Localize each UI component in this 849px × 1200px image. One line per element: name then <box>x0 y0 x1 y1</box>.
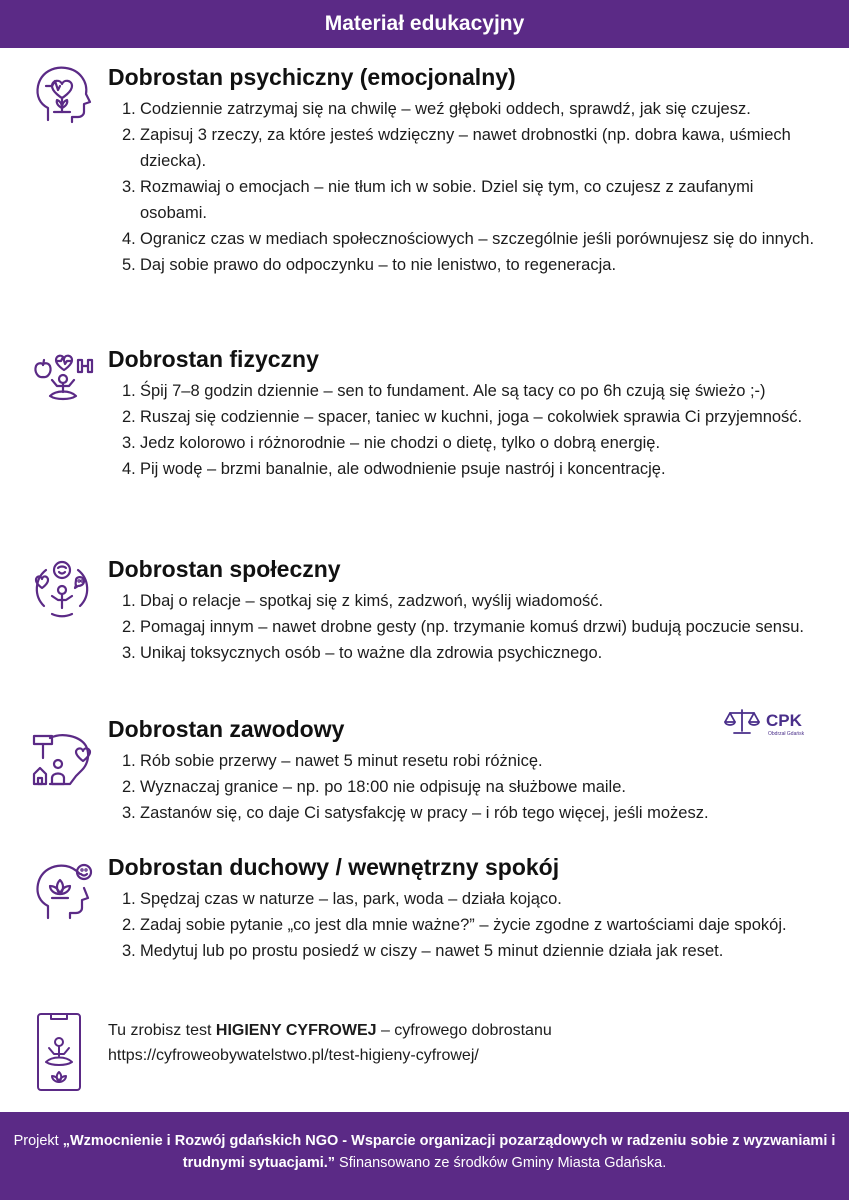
header-banner <box>0 0 849 48</box>
list-item <box>108 588 820 614</box>
item-number: 4. <box>122 230 136 248</box>
item-list <box>108 588 820 666</box>
list-item <box>108 938 820 964</box>
item-text: Spędzaj czas w naturze – las, park, woda – działa kojąco. <box>140 890 562 908</box>
item-text: Wyznaczaj granice – np. po 18:00 nie odpisuję na służbowe maile. <box>140 778 626 796</box>
section-title: Dobrostan społeczny <box>108 556 341 582</box>
item-text: Dbaj o relacje – spotkaj się z kimś, zadzwoń, wyślij wiadomość. <box>140 592 604 610</box>
list-item <box>108 748 820 774</box>
item-number: 2. <box>122 916 136 934</box>
page-title: Materiał edukacyjny <box>324 12 525 35</box>
item-text: Zastanów się, co daje Ci satysfakcję w pracy – i rób tego więcej, jeśli możesz. <box>140 804 709 822</box>
item-text: Jedz kolorowo i różnorodnie – nie chodzi o dietę, tylko o dobrą energię. <box>140 434 661 452</box>
phone-meditation-icon <box>36 1012 82 1092</box>
list-item <box>108 252 820 278</box>
item-text: Codziennie zatrzymaj się na chwilę – weź głęboki oddech, sprawdź, jak się czujesz. <box>140 100 751 118</box>
list-item <box>108 378 820 404</box>
item-text: Pij wodę – brzmi banalnie, ale odwodnienie psuje nastrój i koncentrację. <box>140 460 666 478</box>
section-title: Dobrostan psychiczny (emocjonalny) <box>108 64 516 90</box>
logo-text: CPK <box>766 711 802 730</box>
list-item <box>108 640 820 666</box>
list-item <box>108 122 820 174</box>
item-text: Medytuj lub po prostu posiedź w ciszy – nawet 5 minut dziennie działa jak reset. <box>140 942 724 960</box>
head-lotus-icon <box>30 858 94 922</box>
footer-suffix: Sfinansowano ze środków Gminy Miasta Gdańska. <box>335 1155 667 1171</box>
list-item <box>108 774 820 800</box>
test-description <box>108 1022 552 1040</box>
item-text: Zapisuj 3 rzeczy, za które jesteś wdzięczny – nawet drobnostki (np. dobra kawa, uśmiech dziecka). <box>140 126 791 170</box>
test-url-link[interactable]: https://cyfroweobywatelstwo.pl/test-higieny-cyfrowej/ <box>108 1047 479 1064</box>
item-text: Rób sobie przerwy – nawet 5 minut resetu robi różnicę. <box>140 752 543 770</box>
item-text: Unikaj toksycznych osób – to ważne dla zdrowia psychicznego. <box>140 644 603 662</box>
item-list <box>108 378 820 482</box>
footer-banner <box>0 1112 849 1200</box>
item-list <box>108 748 820 826</box>
scales-icon <box>722 707 762 735</box>
item-number: 3. <box>122 178 136 196</box>
item-number: 2. <box>122 618 136 636</box>
list-item <box>108 886 820 912</box>
list-item <box>108 174 820 226</box>
item-number: 5. <box>122 256 136 274</box>
item-number: 3. <box>122 804 136 822</box>
item-text: Śpij 7–8 godzin dziennie – sen to fundament. Ale są tacy co po 6h czują się świeżo ;-) <box>140 382 766 400</box>
item-text: Pomagaj innym – nawet drobne gesty (np. trzymanie komuś drzwi) budują poczucie sensu. <box>140 618 804 636</box>
test-bold: HIGIENY CYFROWEJ <box>215 1022 377 1039</box>
footer-prefix: Projekt <box>13 1133 63 1149</box>
section-title: Dobrostan fizyczny <box>108 346 319 372</box>
item-text: Ogranicz czas w mediach społecznościowych – szczególnie jeśli porównujesz się do innych. <box>140 230 815 248</box>
fitness-icon <box>30 346 94 410</box>
item-text: Ruszaj się codziennie – spacer, taniec w kuchni, joga – cokolwiek sprawia Ci przyjemność. <box>140 408 803 426</box>
item-number: 1. <box>122 890 136 908</box>
item-number: 2. <box>122 408 136 426</box>
list-item <box>108 800 820 826</box>
work-life-icon <box>30 728 94 792</box>
item-number: 1. <box>122 382 136 400</box>
item-text: Daj sobie prawo do odpoczynku – to nie lenistwo, to regeneracja. <box>140 256 617 274</box>
item-number: 4. <box>122 460 136 478</box>
test-suffix: – cyfrowego dobrostanu <box>376 1022 552 1039</box>
logo-subtext: Obdrzał Gdańsk <box>768 731 805 737</box>
item-number: 1. <box>122 592 136 610</box>
item-number: 3. <box>122 434 136 452</box>
item-number: 1. <box>122 100 136 118</box>
list-item <box>108 614 820 640</box>
item-number: 3. <box>122 942 136 960</box>
item-number: 1. <box>122 752 136 770</box>
list-item <box>108 430 820 456</box>
list-item <box>108 912 820 938</box>
test-block <box>0 1012 849 1092</box>
head-heart-icon <box>30 62 94 126</box>
item-text: Rozmawiaj o emocjach – nie tłum ich w sobie. Dziel się tym, co czujesz z zaufanymi osobami. <box>140 178 754 222</box>
item-list <box>108 96 820 278</box>
section-title: Dobrostan zawodowy <box>108 716 345 742</box>
section-title: Dobrostan duchowy / wewnętrzny spokój <box>108 854 560 880</box>
item-list <box>108 886 820 964</box>
list-item <box>108 456 820 482</box>
list-item <box>108 226 820 252</box>
list-item <box>108 96 820 122</box>
social-icon <box>30 556 94 620</box>
item-number: 2. <box>122 778 136 796</box>
list-item <box>108 404 820 430</box>
cpk-logo <box>722 704 822 738</box>
item-number: 2. <box>122 126 136 144</box>
item-number: 3. <box>122 644 136 662</box>
footer-project-name: „Wzmocnienie i Rozwój gdańskich NGO - Wsparcie organizacji pozarządowych w radzeniu sobie z wyzwaniami i trudnymi sytuacjami.” <box>62 1133 836 1171</box>
test-prefix: Tu zrobisz test <box>108 1022 216 1039</box>
item-text: Zadaj sobie pytanie „co jest dla mnie ważne?” – życie zgodne z wartościami daje spokój. <box>140 916 787 934</box>
